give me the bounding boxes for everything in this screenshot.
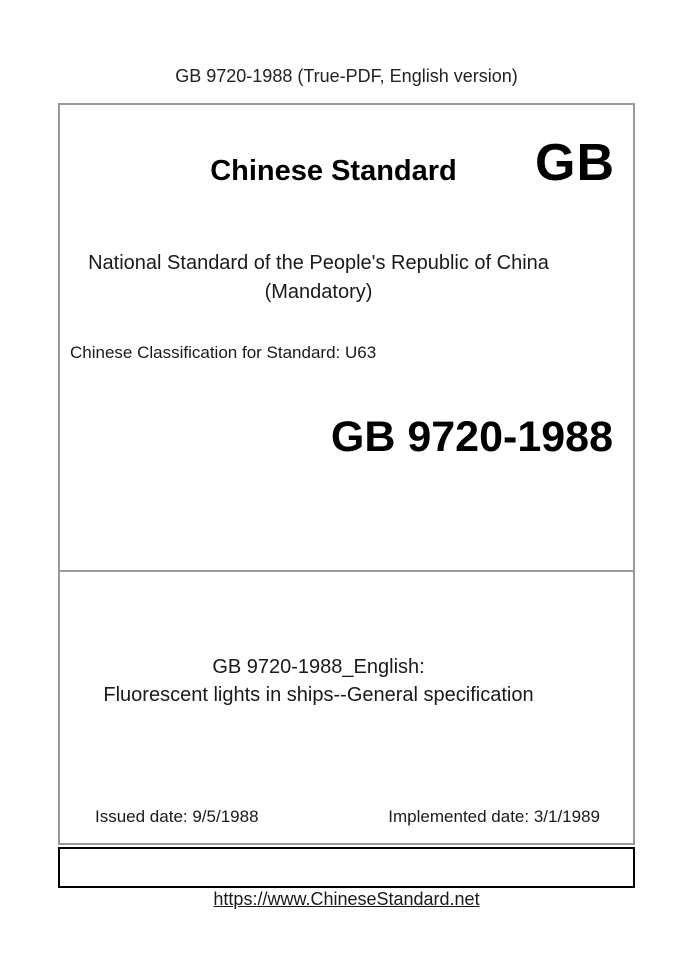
english-title-line2: Fluorescent lights in ships--General specification <box>103 684 534 706</box>
cover-main-box <box>58 103 635 845</box>
english-title-line1: GB 9720-1988_English: <box>212 656 425 678</box>
gb-logo: GB <box>535 134 615 192</box>
english-title-block <box>60 653 633 709</box>
footer-url-wrapper <box>0 889 693 910</box>
document-header-label: GB 9720-1988 (True-PDF, English version) <box>175 66 518 86</box>
website-link[interactable]: https://www.ChineseStandard.net <box>213 889 480 909</box>
cover-title: Chinese Standard <box>210 155 457 187</box>
national-standard-line: National Standard of the People's Republic of China <box>88 252 549 274</box>
classification-label: Chinese Classification for Standard: U63 <box>70 343 377 362</box>
bottom-empty-box <box>58 847 635 888</box>
dates-row <box>60 807 633 827</box>
national-standard-block <box>60 249 633 307</box>
standard-number: GB 9720-1988 <box>330 413 613 461</box>
mandatory-line: (Mandatory) <box>264 281 373 303</box>
implemented-date-label: Implemented date: 3/1/1989 <box>388 807 600 826</box>
section-divider <box>60 570 633 572</box>
issued-date-label: Issued date: 9/5/1988 <box>95 807 259 826</box>
